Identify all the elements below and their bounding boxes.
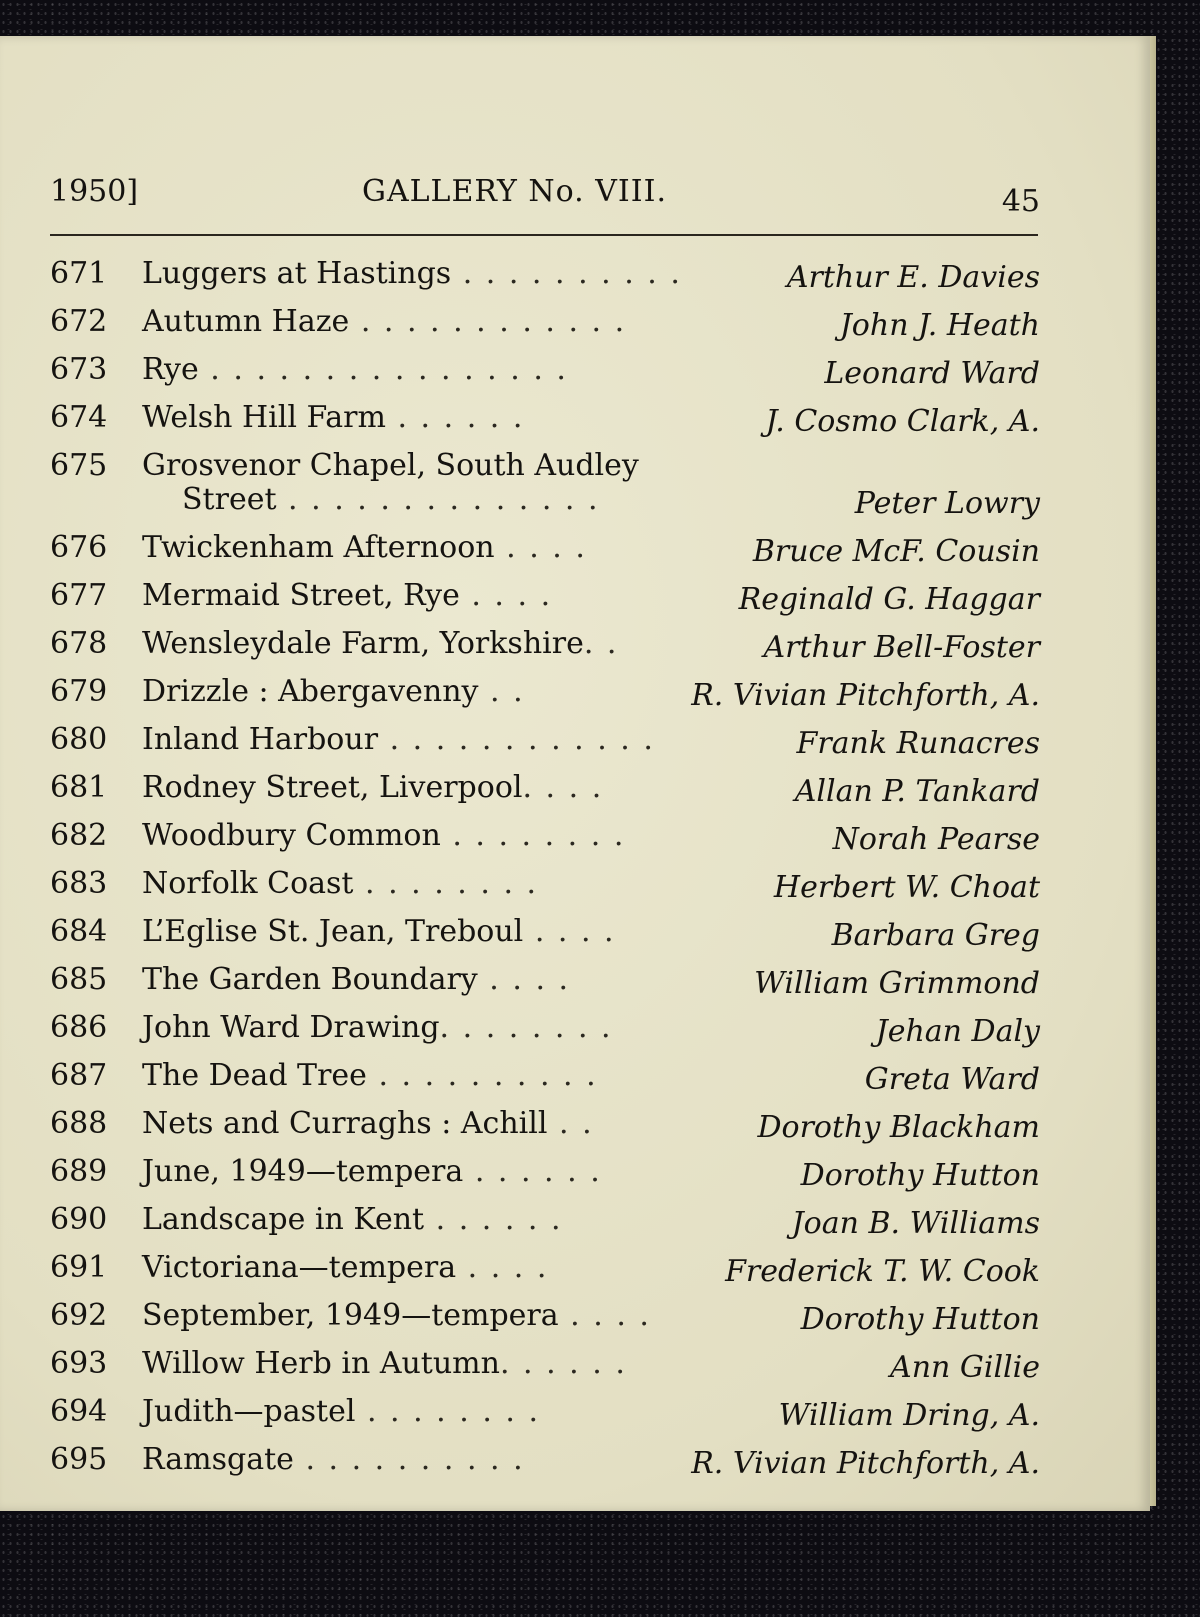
catalogue-entry	[50, 1148, 1040, 1196]
entry-artist: R. Vivian Pitchforth, A.	[691, 678, 1040, 713]
entry-artist: Barbara Greg	[831, 918, 1040, 953]
entry-title: June, 1949—tempera	[142, 1154, 464, 1189]
catalogue-entry	[50, 1196, 1040, 1244]
catalogue-entry	[50, 1436, 1040, 1484]
entry-number: 684	[50, 914, 108, 949]
header-title: GALLERY No. VIII.	[362, 174, 667, 209]
entry-number: 692	[50, 1298, 108, 1333]
catalogue-entry	[50, 668, 1040, 716]
entry-number: 686	[50, 1010, 108, 1045]
leader-dots: . . . .	[494, 530, 587, 565]
leader-dots: . . . .	[456, 1250, 549, 1285]
entry-artist: Ann Gillie	[890, 1350, 1040, 1385]
catalogue-entry	[50, 524, 1040, 572]
entry-number: 678	[50, 626, 108, 661]
entry-title-line	[142, 908, 616, 956]
entry-title-line	[142, 956, 570, 1004]
entry-title-line	[142, 394, 524, 442]
entry-artist: Dorothy Blackham	[757, 1110, 1040, 1145]
entry-title: Landscape in Kent	[142, 1202, 425, 1237]
leader-dots: . .	[583, 626, 619, 661]
entry-title: Judith—pastel	[142, 1394, 356, 1429]
entry-title-line	[142, 620, 618, 668]
catalogue-entry	[50, 620, 1040, 668]
leader-dots: . . . . . . . . . .	[366, 1058, 598, 1093]
entry-title: Rye	[142, 352, 199, 387]
catalogue-entry	[50, 298, 1040, 346]
entry-number: 671	[50, 256, 108, 291]
entry-title-line	[142, 250, 682, 298]
entry-artist: Dorothy Hutton	[800, 1158, 1040, 1193]
entry-title-line	[142, 298, 626, 346]
entry-number: 672	[50, 304, 108, 339]
leader-dots: . . . . . . . . . .	[293, 1442, 525, 1477]
catalogue-entry	[50, 1004, 1040, 1052]
entry-number: 679	[50, 674, 108, 709]
entry-artist: Herbert W. Choat	[773, 870, 1040, 905]
entry-title-line	[142, 346, 568, 394]
header-rule	[50, 234, 1038, 236]
entry-artist: Bruce McF. Cousin	[752, 534, 1040, 569]
entry-artist: Frank Runacres	[796, 726, 1040, 761]
catalogue-entry	[50, 860, 1040, 908]
entry-title: The Dead Tree	[142, 1058, 367, 1093]
entry-artist: Jehan Daly	[875, 1014, 1040, 1049]
book-page	[0, 36, 1150, 1511]
catalogue-entry	[50, 442, 1040, 524]
leader-dots: . .	[478, 674, 525, 709]
page-number: 45	[1001, 184, 1040, 219]
entry-title: September, 1949—tempera	[142, 1298, 559, 1333]
entry-title-line	[142, 764, 603, 812]
entry-title: Grosvenor Chapel, South Audley	[142, 448, 639, 483]
entry-title: Drizzle : Abergavenny	[142, 674, 479, 709]
leader-dots: . .	[547, 1106, 594, 1141]
catalogue-entry	[50, 1100, 1040, 1148]
entry-artist: William Dring, A.	[778, 1398, 1040, 1433]
catalogue-entry	[50, 250, 1040, 298]
entry-title-line	[142, 812, 625, 860]
entry-artist: Leonard Ward	[824, 356, 1040, 391]
entry-title-line	[142, 572, 552, 620]
entry-number: 675	[50, 448, 108, 483]
leader-dots: . . . . . . . . . . . . . .	[276, 482, 600, 517]
entry-number: 691	[50, 1250, 108, 1285]
leader-dots: . . . .	[558, 1298, 651, 1333]
leader-dots: . . . . . . . . . .	[451, 256, 682, 291]
entry-title-line2: Street	[182, 482, 277, 517]
catalogue-entry	[50, 764, 1040, 812]
entry-artist: Greta Ward	[864, 1062, 1040, 1097]
entry-title-line	[142, 1004, 613, 1052]
entry-title-line	[142, 716, 655, 764]
catalogue-entry	[50, 1340, 1040, 1388]
entry-title-line	[142, 524, 587, 572]
entry-title-line	[142, 1340, 627, 1388]
entry-number: 674	[50, 400, 108, 435]
entry-number: 694	[50, 1394, 108, 1429]
catalogue-entry	[50, 716, 1040, 764]
entry-title-line	[142, 1100, 594, 1148]
entry-title: Nets and Curraghs : Achill	[142, 1106, 548, 1141]
entry-title: Ramsgate	[142, 1442, 294, 1477]
leader-dots: . . . .	[522, 770, 604, 805]
entry-title: Mermaid Street, Rye	[142, 578, 460, 613]
leader-dots: . . . . . . . .	[355, 1394, 540, 1429]
entry-title: The Garden Boundary	[142, 962, 478, 997]
leader-dots: . . . . . . . . . . . . . . . .	[198, 352, 568, 387]
entry-title: John Ward Drawing	[142, 1010, 440, 1045]
entry-title-line	[142, 860, 538, 908]
entry-title: L’Eglise St. Jean, Treboul	[142, 914, 524, 949]
entry-title-continued	[182, 476, 600, 524]
entry-title: Woodbury Common	[142, 818, 441, 853]
catalogue-entry	[50, 1244, 1040, 1292]
leader-dots: . . . . . . . .	[440, 818, 626, 853]
entry-number: 681	[50, 770, 108, 805]
entry-number: 687	[50, 1058, 108, 1093]
catalogue-entry	[50, 812, 1040, 860]
leader-dots: . . . . . . . .	[439, 1010, 613, 1045]
entry-title-line	[142, 1244, 548, 1292]
entry-number: 689	[50, 1154, 108, 1189]
entry-number: 690	[50, 1202, 108, 1237]
leader-dots: . . . . . . . . . . . .	[378, 722, 655, 757]
entry-artist: Allan P. Tankard	[794, 774, 1040, 809]
entry-artist: J. Cosmo Clark, A.	[765, 404, 1040, 439]
entry-title-line	[142, 1292, 651, 1340]
entry-title: Wensleydale Farm, Yorkshire	[142, 626, 584, 661]
leader-dots: . . . . . .	[463, 1154, 602, 1189]
entry-number: 680	[50, 722, 108, 757]
entry-artist: Joan B. Williams	[791, 1206, 1040, 1241]
entry-title: Inland Harbour	[142, 722, 379, 757]
entry-artist: Reginald G. Haggar	[738, 582, 1040, 617]
catalogue-entry	[50, 908, 1040, 956]
entry-number: 677	[50, 578, 108, 613]
entry-title-line	[142, 1388, 540, 1436]
entry-number: 683	[50, 866, 108, 901]
entry-artist: Arthur Bell-Foster	[763, 630, 1040, 665]
entry-number: 676	[50, 530, 108, 565]
catalogue-list	[50, 250, 1040, 1484]
entry-artist: Norah Pearse	[832, 822, 1040, 857]
catalogue-entry	[50, 1052, 1040, 1100]
entry-title: Norfolk Coast	[142, 866, 354, 901]
entry-title: Willow Herb in Autumn	[142, 1346, 500, 1381]
leader-dots: . . . . . .	[499, 1346, 627, 1381]
header-year: 1950]	[50, 174, 139, 209]
entry-number: 688	[50, 1106, 108, 1141]
catalogue-entry	[50, 1292, 1040, 1340]
entry-title: Welsh Hill Farm	[142, 400, 386, 435]
entry-title-line	[142, 1052, 598, 1100]
entry-artist: Frederick T. W. Cook	[725, 1254, 1040, 1289]
entry-number: 685	[50, 962, 108, 997]
entry-artist: Arthur E. Davies	[786, 260, 1040, 295]
entry-title: Victoriana—tempera	[142, 1250, 457, 1285]
leader-dots: . . . .	[477, 962, 571, 997]
entry-number: 695	[50, 1442, 108, 1477]
entry-title-line	[142, 1196, 563, 1244]
entry-title: Luggers at Hastings	[142, 256, 452, 291]
leader-dots: . . . . . . . . . . . .	[349, 304, 627, 339]
entry-artist: William Grimmond	[754, 966, 1040, 1001]
entry-artist: John J. Heath	[839, 308, 1040, 343]
entry-artist: Peter Lowry	[854, 486, 1040, 521]
catalogue-entry	[50, 572, 1040, 620]
running-header	[50, 174, 1040, 224]
entry-number: 693	[50, 1346, 108, 1381]
catalogue-entry	[50, 394, 1040, 442]
entry-number: 682	[50, 818, 108, 853]
catalogue-entry	[50, 1388, 1040, 1436]
entry-title-line	[142, 668, 525, 716]
leader-dots: . . . .	[523, 914, 616, 949]
entry-title: Rodney Street, Liverpool	[142, 770, 523, 805]
entry-number: 673	[50, 352, 108, 387]
leader-dots: . . . .	[459, 578, 553, 613]
leader-dots: . . . . . .	[385, 400, 525, 435]
entry-artist: R. Vivian Pitchforth, A.	[691, 1446, 1040, 1481]
catalogue-entry	[50, 346, 1040, 394]
entry-artist: Dorothy Hutton	[800, 1302, 1040, 1337]
catalogue-entry	[50, 956, 1040, 1004]
entry-title: Twickenham Afternoon	[142, 530, 495, 565]
entry-title-line	[142, 1436, 525, 1484]
leader-dots: . . . . . . . .	[353, 866, 539, 901]
leader-dots: . . . . . .	[424, 1202, 563, 1237]
entry-title: Autumn Haze	[142, 304, 350, 339]
entry-title-line	[142, 1148, 602, 1196]
